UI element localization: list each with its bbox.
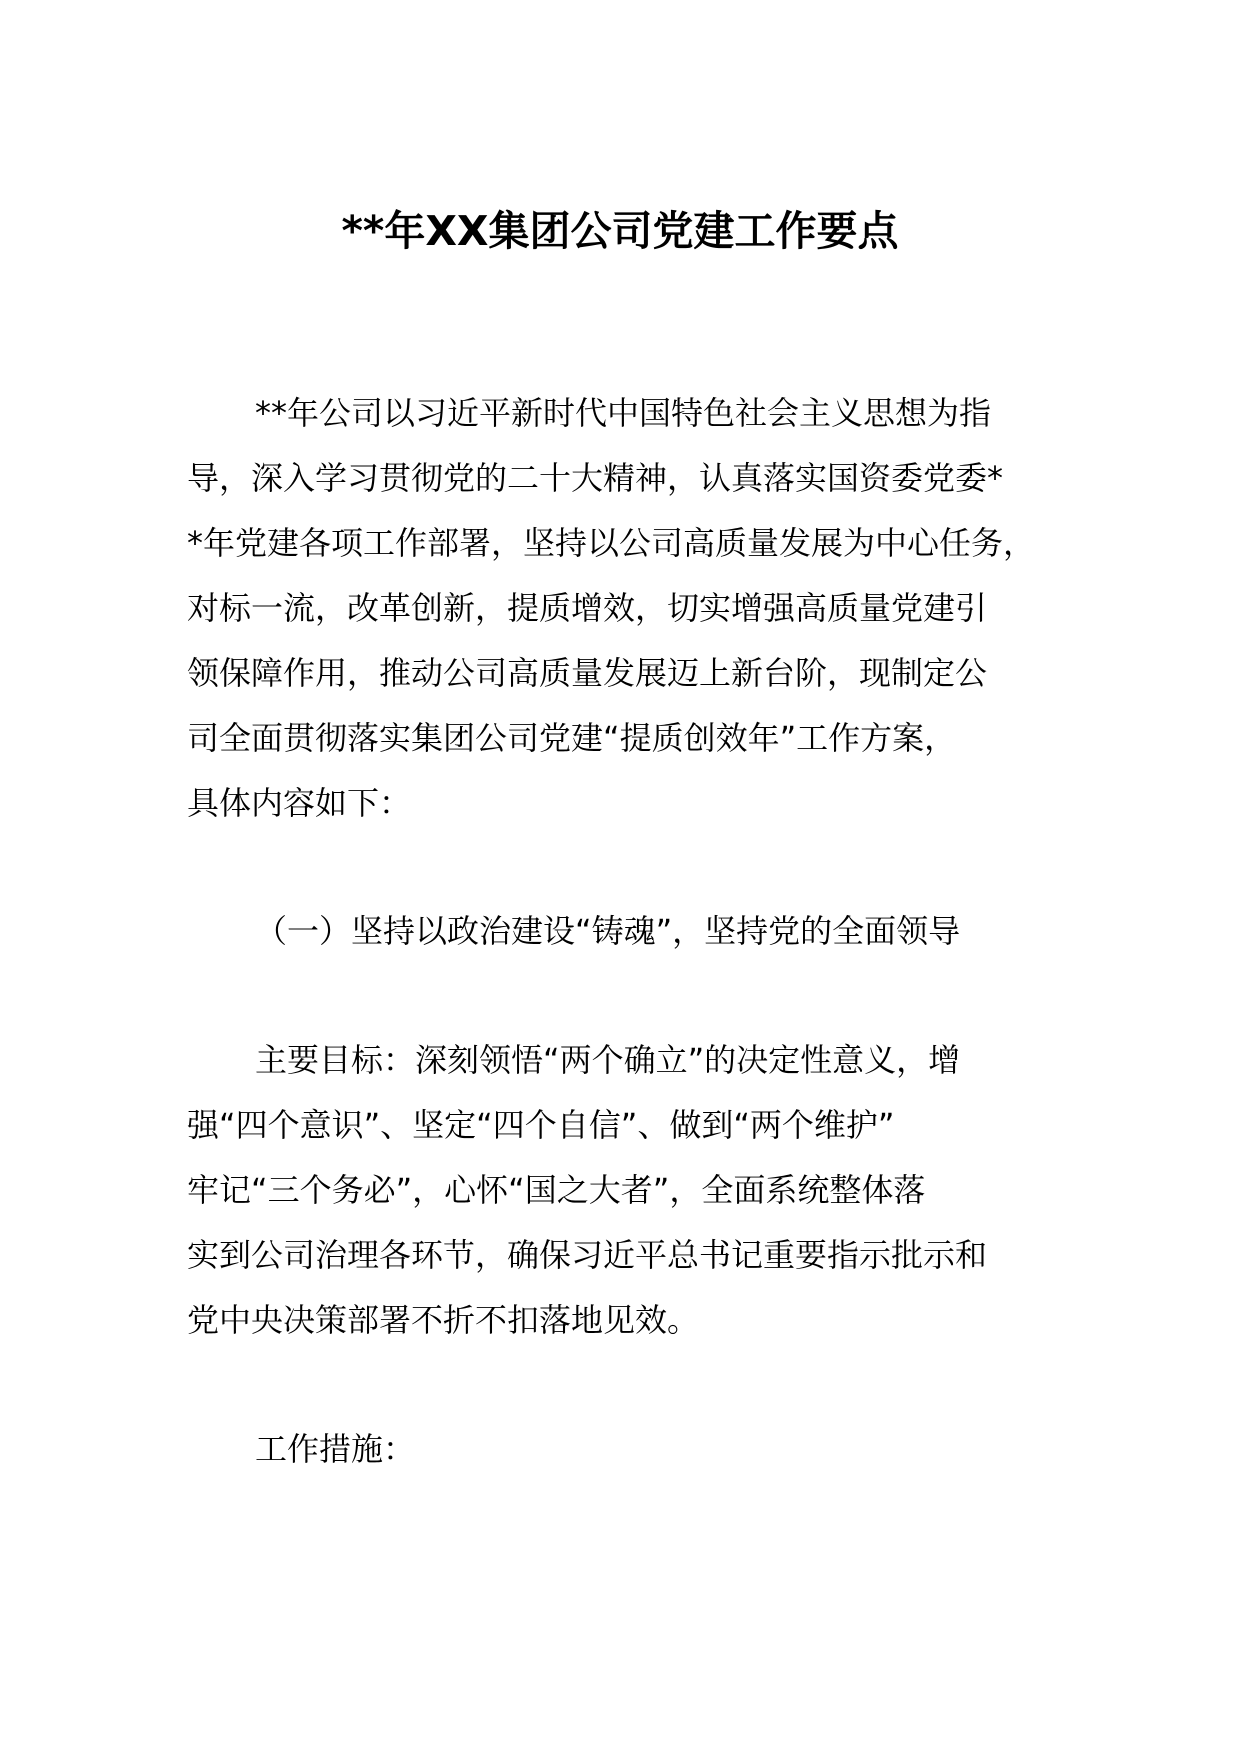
paragraph-line: 强“四个意识”、坚定“四个自信”、做到“两个维护” (187, 1106, 895, 1144)
paragraph-line: 牢记“三个务必”，心怀“国之大者”，全面系统整体落 (187, 1171, 926, 1209)
paragraph-line: 具体内容如下： (187, 784, 412, 822)
intro-paragraph (187, 381, 1057, 836)
paragraph-line: 党中央决策部署不折不扣落地见效。 (187, 1301, 700, 1339)
goal-paragraph (187, 1028, 1057, 1353)
paragraph-line: **年公司以习近平新时代中国特色社会主义思想为指 (255, 394, 992, 432)
measures-heading (187, 1417, 1057, 1482)
paragraph-line: 导，深入学习贯彻党的二十大精神，认真落实国资委党委* (187, 459, 1004, 497)
paragraph-line: 实到公司治理各环节，确保习近平总书记重要指示批示和 (187, 1236, 988, 1274)
paragraph-line: *年党建各项工作部署，坚持以公司高质量发展为中心任务， (187, 524, 1036, 562)
paragraph-line: 对标一流，改革创新，提质增效，切实增强高质量党建引 (187, 589, 988, 627)
paragraph-line: 领保障作用，推动公司高质量发展迈上新台阶，现制定公 (187, 654, 988, 692)
document-title: **年XX集团公司党建工作要点 (341, 207, 899, 255)
paragraph-line: 司全面贯彻落实集团公司党建“提质创效年”工作方案， (187, 719, 957, 757)
measures-heading-text: 工作措施： (255, 1430, 416, 1468)
paragraph-line: 主要目标：深刻领悟“两个确立”的决定性意义，增 (255, 1041, 961, 1079)
section-heading-text: （一）坚持以政治建设“铸魂”，坚持党的全面领导 (255, 912, 961, 950)
section-heading (187, 899, 1057, 964)
